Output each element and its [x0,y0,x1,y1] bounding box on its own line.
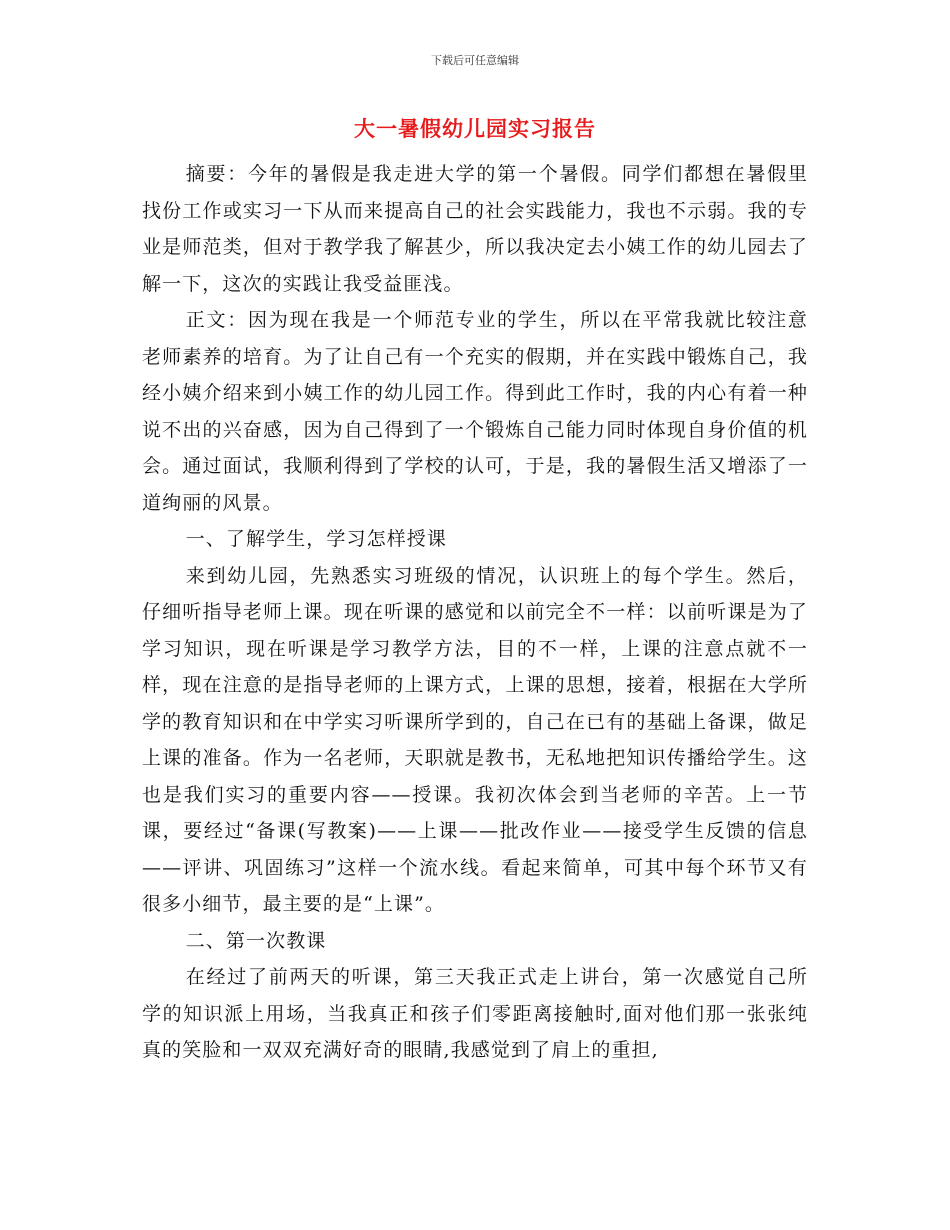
paragraph-abstract: 摘要：今年的暑假是我走进大学的第一个暑假。同学们都想在暑假里找份工作或实习一下从而来提高自己的社会实践能力，我也不示弱。我的专业是师范类，但对于教学我了解甚少，所以我决定去小姨工作的幼儿园去了解一下，这次的实践让我受益匪浅。 [142,163,808,295]
document-body [142,156,808,1069]
section-heading-1: 一、了解学生，学习怎样授课 [185,528,447,550]
section-heading-2: 二、第一次教课 [185,929,327,952]
page-header-note: 下载后可任意编辑 [431,54,519,67]
document-title: 大一暑假幼儿园实习报告 [354,117,596,141]
paragraph-main-text: 正文：因为现在我是一个师范专业的学生，所以在平常我就比较注意老师素养的培育。为了让自己有一个充实的假期，并在实践中锻炼自己，我经小姨介绍来到小姨工作的幼儿园工作。得到此工作时，我的内心有着一种说不出的兴奋感，因为自己得到了一个锻炼自己能力同时体现自身价值的机会。通过面试，我顺利得到了学校的认可，于是，我的暑假生活又增添了一道绚丽的风景。 [142,309,808,514]
paragraph-section-1: 来到幼儿园，先熟悉实习班级的情况，认识班上的每个学生。然后，仔细听指导老师上课。现在听课的感觉和以前完全不一样：以前听课是为了学习知识，现在听课是学习教学方法，目的不一样，上课的注意点就不一样，现在注意的是指导老师的上课方式，上课的思想，接着，根据在大学所学的教育知识和在中学实习听课所学到的，自己在已有的基础上备课，做足上课的准备。作为一名老师，天职就是教书，无私地把知识传播给学生。这也是我们实习的重要内容——授课。我初次体会到当老师的辛苦。上一节课，要经过“备课(写教案)——上课——批改作业——接受学生反馈的信息——评讲、巩固练习”这样一个流水线。看起来简单，可其中每个环节又有很多小细节，最主要的是“上课”。 [142,564,808,915]
paragraph-section-2: 在经过了前两天的听课，第三天我正式走上讲台，第一次感觉自己所学的知识派上用场，当我真正和孩子们零距离接触时,面对他们那一张张纯真的笑脸和一双双充满好奇的眼睛,我感觉到了肩上的重担, [142,966,808,1061]
